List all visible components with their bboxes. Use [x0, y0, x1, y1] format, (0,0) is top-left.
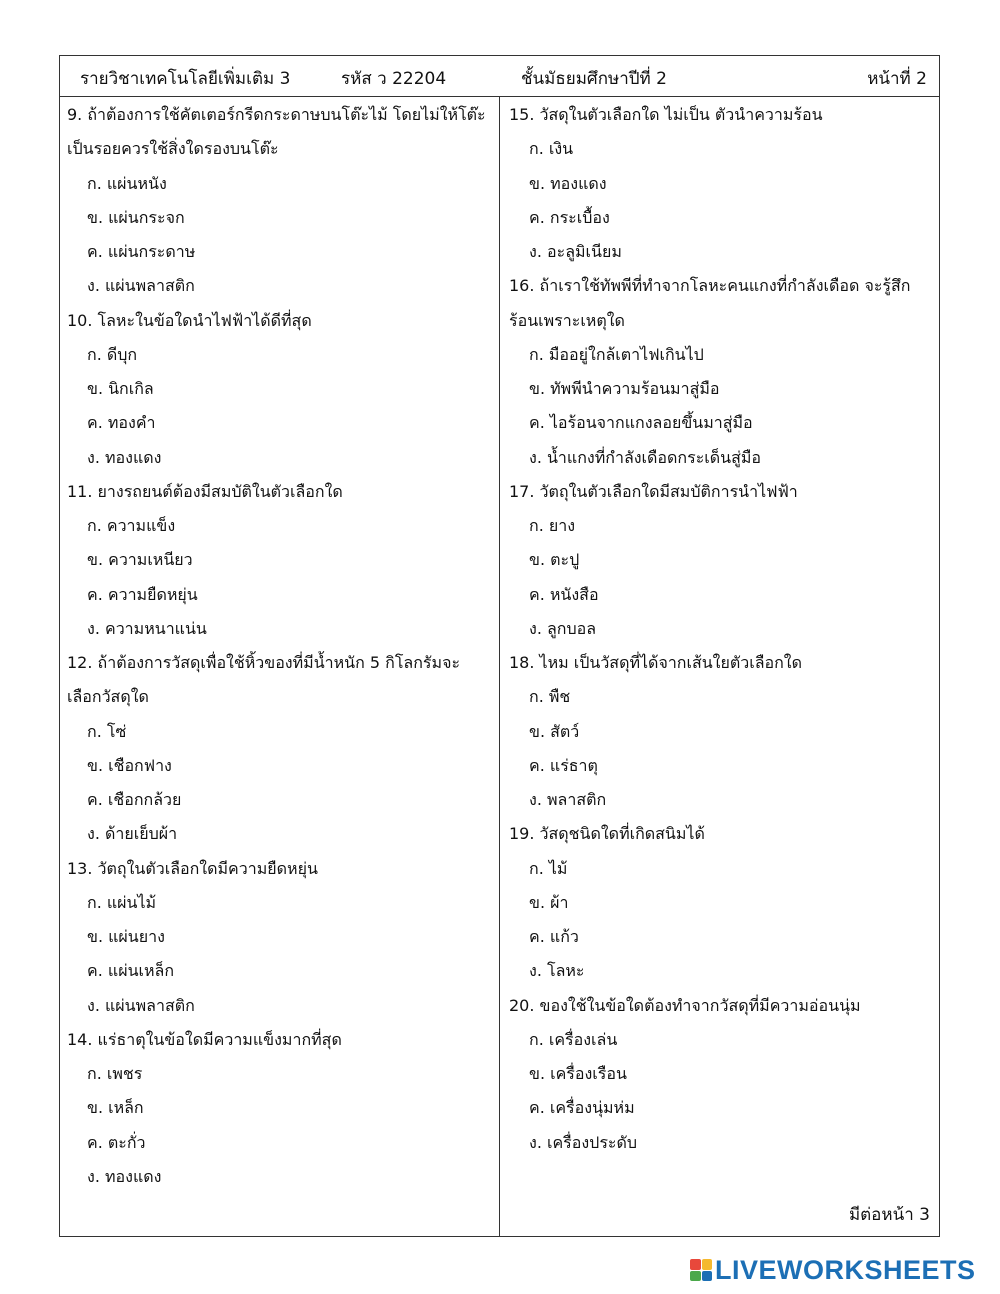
question-text: 18. ไหม เป็นวัสดุที่ได้จากเส้นใยตัวเลือกใด [509, 653, 802, 672]
question-text: 10. โลหะในข้อใดนำไฟฟ้าได้ดีที่สุด [67, 310, 312, 330]
answer-option[interactable]: ง. ลูกบอล [529, 618, 597, 638]
answer-option[interactable]: ค. แผ่นกระดาษ [87, 242, 196, 261]
answer-option[interactable]: ค. ไอร้อนจากแกงลอยขึ้นมาสู่มือ [529, 413, 753, 433]
answer-option[interactable]: ค. ตะกั่ว [87, 1132, 146, 1152]
question-text: เลือกวัสดุใด [67, 687, 149, 707]
answer-option[interactable]: ง. พลาสติก [529, 790, 607, 809]
answer-option[interactable]: ง. ทองแดง [87, 1166, 162, 1186]
page-number: หน้าที่ 2 [867, 69, 927, 89]
question-text: 14. แร่ธาตุในข้อใดมีความแข็งมากที่สุด [67, 1029, 342, 1049]
answer-option[interactable]: ข. ทัพพีนำความร้อนมาสู่มือ [529, 379, 720, 398]
question-text: 17. วัตถุในตัวเลือกใดมีสมบัติการนำไฟฟ้า [509, 481, 798, 501]
left-question-column [67, 98, 495, 1194]
answer-option[interactable]: ก. ดีบุก [87, 344, 138, 364]
answer-option[interactable]: ก. เครื่องเล่น [529, 1029, 618, 1049]
answer-option[interactable]: ง. ความหนาแน่น [87, 618, 207, 638]
answer-option[interactable]: ค. เชือกกล้วย [87, 790, 182, 809]
answer-option[interactable]: ข. ทองแดง [529, 173, 607, 193]
answer-option[interactable]: ก. โซ่ [87, 721, 127, 741]
answer-option[interactable]: ก. มืออยู่ใกล้เตาไฟเกินไป [529, 344, 704, 364]
answer-option[interactable]: ง. ทองแดง [87, 447, 162, 467]
question-text: 15. วัสดุในตัวเลือกใด ไม่เป็น ตัวนำความร้อน [509, 105, 823, 124]
question-20 [509, 989, 934, 1160]
answer-option[interactable]: ข. แผ่นยาง [87, 927, 165, 946]
answer-option[interactable]: ข. สัตว์ [529, 721, 580, 741]
answer-option[interactable]: ง. เครื่องประดับ [529, 1132, 638, 1152]
answer-option[interactable]: ก. เงิน [529, 139, 574, 159]
answer-option[interactable]: ข. ตะปู [529, 550, 580, 570]
question-18 [509, 646, 934, 817]
answer-option[interactable]: ก. พืช [529, 687, 571, 707]
question-text: ร้อนเพราะเหตุใด [509, 310, 625, 330]
continue-note: มีต่อหน้า 3 [848, 1205, 930, 1225]
answer-option[interactable]: ค. เครื่องนุ่มห่ม [529, 1098, 635, 1118]
answer-option[interactable]: ข. เชือกฟาง [87, 755, 172, 775]
answer-option[interactable]: ข. แผ่นกระจก [87, 207, 185, 227]
column-divider [499, 96, 500, 1236]
answer-option[interactable]: ค. ความยืดหยุ่น [87, 584, 198, 604]
answer-option[interactable]: ง. น้ำแกงที่กำลังเดือดกระเด็นสู่มือ [529, 447, 762, 467]
brand-name: LIVEWORKSHEETS [715, 1254, 976, 1285]
question-text: เป็นรอยควรใช้สิ่งใดรองบนโต๊ะ [67, 139, 279, 159]
liveworksheets-logo-icon [690, 1259, 712, 1281]
answer-option[interactable]: ง. แผ่นพลาสติก [87, 995, 195, 1015]
answer-option[interactable]: ก. แผ่นไม้ [87, 892, 157, 912]
answer-option[interactable]: ข. นิกเกิล [87, 379, 154, 398]
answer-option[interactable]: ค. แร่ธาตุ [529, 755, 598, 775]
question-15 [509, 98, 934, 269]
question-text: 11. ยางรถยนต์ต้องมีสมบัติในตัวเลือกใด [67, 481, 343, 501]
grade-level: ชั้นมัธยมศึกษาปีที่ 2 [521, 69, 667, 89]
answer-option[interactable]: ก. ยาง [529, 516, 576, 535]
question-text: 20. ของใช้ในข้อใดต้องทำจากวัสดุที่มีความอ่อนนุ่ม [509, 995, 861, 1015]
subject-code: รหัส ว 22204 [341, 69, 447, 89]
answer-option[interactable]: ค. กระเบื้อง [529, 207, 610, 227]
answer-option[interactable]: ง. แผ่นพลาสติก [87, 276, 195, 296]
answer-option[interactable]: ข. เครื่องเรือน [529, 1064, 627, 1083]
question-text: 12. ถ้าต้องการวัสดุเพื่อใช้หิ้วของที่มีน้ำหนัก 5 กิโลกรัมจะ [67, 653, 461, 672]
answer-option[interactable]: ง. โลหะ [529, 961, 585, 981]
answer-option[interactable]: ง. ด้ายเย็บผ้า [87, 824, 178, 844]
answer-option[interactable]: ข. เหล็ก [87, 1098, 144, 1118]
subject-name: รายวิชาเทคโนโลยีเพิ่มเติม 3 [80, 69, 291, 89]
answer-option[interactable]: ง. อะลูมิเนียม [529, 242, 622, 261]
answer-option[interactable]: ข. ความเหนียว [87, 550, 193, 570]
answer-option[interactable]: ค. ทองคำ [87, 413, 156, 433]
question-10 [67, 304, 495, 475]
question-text: 19. วัสดุชนิดใดที่เกิดสนิมได้ [509, 824, 705, 844]
answer-option[interactable]: ก. แผ่นหนัง [87, 173, 167, 193]
answer-option[interactable]: ก. ความแข็ง [87, 516, 176, 535]
question-text: 9. ถ้าต้องการใช้คัตเตอร์กรีดกระดาษบนโต๊ะไม้ โดยไม่ให้โต๊ะ [67, 105, 486, 124]
answer-option[interactable]: ค. แก้ว [529, 927, 579, 946]
question-17 [509, 475, 934, 646]
page-header [60, 56, 939, 97]
question-12 [67, 646, 495, 852]
question-text: 16. ถ้าเราใช้ทัพพีที่ทำจากโลหะคนแกงที่กำลังเดือด จะรู้สึก [509, 276, 911, 296]
answer-option[interactable]: ค. แผ่นเหล็ก [87, 961, 175, 981]
question-9 [67, 98, 495, 304]
question-19 [509, 817, 934, 988]
question-16 [509, 269, 934, 475]
question-14 [67, 1023, 495, 1194]
answer-option[interactable]: ค. หนังสือ [529, 584, 599, 604]
question-13 [67, 852, 495, 1023]
question-text: 13. วัตถุในตัวเลือกใดมีความยืดหยุ่น [67, 858, 318, 878]
right-question-column [509, 98, 934, 1160]
answer-option[interactable]: ก. เพชร [87, 1064, 143, 1083]
answer-option[interactable]: ก. ไม้ [529, 858, 568, 878]
worksheet-page [59, 55, 940, 1237]
brand-logo [690, 1256, 976, 1284]
question-11 [67, 475, 495, 646]
answer-option[interactable]: ข. ผ้า [529, 892, 569, 912]
